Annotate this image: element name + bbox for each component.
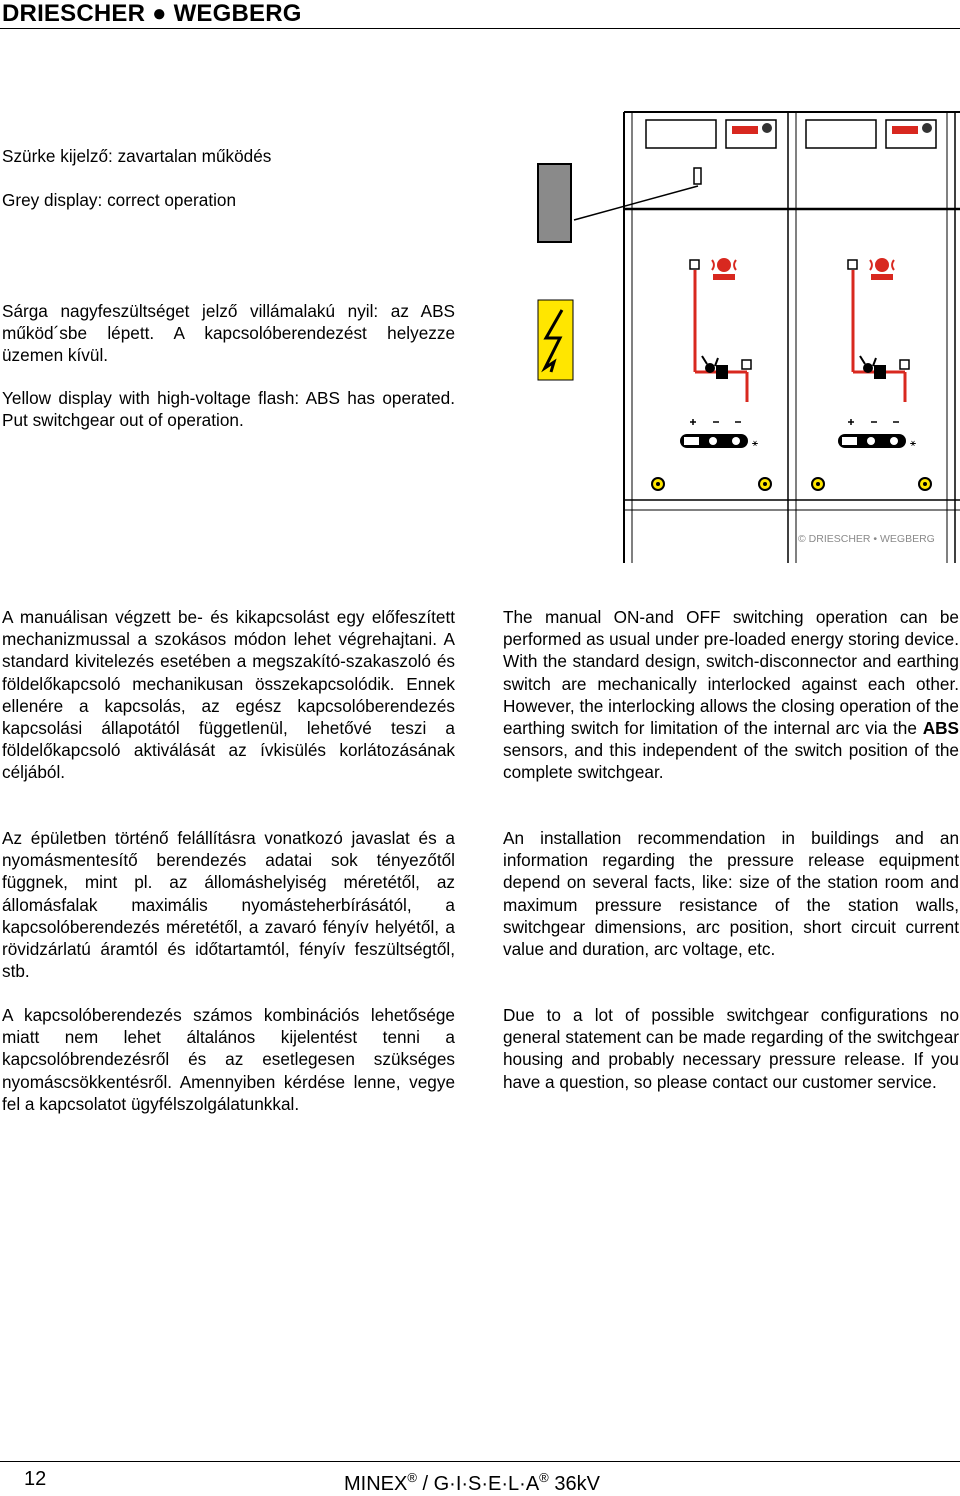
caption-yellow-en: Yellow display with high-voltage flash: ABS has operated. Put switchgear out of operation. [2, 388, 455, 431]
switchgear-figure [530, 110, 960, 565]
footer-rule [0, 1461, 960, 1462]
switch-square-icon [848, 260, 857, 269]
product-voltage: 36kV [548, 1473, 600, 1495]
caption-grey-hu: Szürke kijelző: zavartalan működés [2, 146, 272, 166]
earthing-symbols [690, 419, 741, 425]
abs-bold: ABS [922, 718, 959, 739]
product-gisela: / G·I·S·E·L·A [416, 1473, 540, 1495]
caption-yellow-hu: Sárga nagyfeszültséget jelző villámalakú nyil: az ABS működ´sbe lépett. A kapcsolóberendezést helyezze üzemen kívül. [2, 301, 455, 366]
indicator-lamps [652, 478, 931, 490]
rotary-switch-icon [717, 258, 731, 272]
right-paragraph-2: An installation recommendation in buildings and an information regarding the pressure release equipment depend on several facts, like: size of the station room and maximum pressure resistance of the station walls, switchgear dimensions, arc position, short circuit current value and duration, arc voltage, etc. [503, 828, 959, 960]
header-rule [0, 28, 960, 29]
page-header [0, 0, 960, 32]
figure-logo: © DRIESCHER • WEGBERG [798, 533, 935, 545]
page-number: 12 [24, 1468, 47, 1490]
display-window [806, 120, 876, 148]
registered-mark: ® [539, 1470, 549, 1485]
registered-mark: ® [407, 1470, 417, 1485]
svg-text:⚹: ⚹ [752, 438, 758, 449]
left-paragraph-2: Az épületben történő felállításra vonatkozó javaslat és a nyomásmentesítő berendezés adatai sok tényezőtől függnek, mint pl. az állomáshelyiség méretétől, az állomásfalak maximális nyomásteherbírásától, a kapcsolóberendezés méretétől, a zavaró fényív helyétől, a rövidzárlatú áramtól és időtartamtól, fényív feszültségtől, stb. [2, 828, 455, 982]
right-paragraph-1 [503, 606, 959, 784]
socket-icon [694, 168, 701, 184]
switch-square-icon [690, 260, 699, 269]
display-window [646, 120, 716, 148]
right-paragraph-3: Due to a lot of possible switchgear configurations no general statement can be made regarding of the switchgear housing and probably necessary pressure release. If you have a question, so please contact our customer service. [503, 1005, 959, 1092]
left-paragraph-1: A manuálisan végzett be- és kikapcsolást egy előfeszített mechanizmussal a szokásos módon lehet végrehajtani. A standard kivitelezés esetében a megszakító-szakaszoló és földelőkapcsoló mechanikusan összekapcsolódik. Ennek ellenére a kapcsolás, az egész kapcsolóberendezés kapcsolási állapotától függetlenül, lehetővé teszi a földelőkapcsoló aktiválását az ívkisülés korlátozásának céljából. [2, 607, 455, 783]
svg-text:⚹: ⚹ [910, 438, 916, 449]
knob-icon [922, 123, 932, 133]
feeder-right [838, 258, 916, 449]
red-indicator [732, 126, 758, 134]
red-indicator [892, 126, 918, 134]
brand-title: DRIESCHER ● WEGBERG [2, 0, 302, 27]
switch-square-icon [742, 360, 751, 369]
right-paragraph-1-text-a: The manual ON-and OFF switching operation can be performed as usual under pre-loaded energy storing device. With the standard design, switch-disconnector and earthing switch are mechanically interlocked against each other. However, the interlocking allows the closing operation of the earthing switch for limitation of the internal arc via the [503, 607, 959, 739]
high-voltage-flash-icon [538, 300, 573, 380]
grey-display [538, 164, 571, 242]
footer-product-title [344, 1466, 600, 1496]
panel-frame [624, 112, 960, 563]
earthing-symbols [848, 419, 899, 425]
right-paragraph-1-text-b: sensors, and this independent of the switch position of the complete switchgear. [503, 740, 959, 783]
pointer-line [574, 186, 698, 220]
product-minex: MINEX [344, 1473, 408, 1495]
switch-square-icon [900, 360, 909, 369]
caption-grey-en: Grey display: correct operation [2, 190, 237, 210]
rotary-switch-icon [875, 258, 889, 272]
knob-icon [762, 123, 772, 133]
left-paragraph-3: A kapcsolóberendezés számos kombinációs lehetősége miatt nem lehet általános kijelentést tenni a kapcsolóbrendezésről és az esetlegesen szükséges nyomáscsökkentésről. Amennyiben kérdése lenne, vegye fel a kapcsolatot ügyfélszolgálatunkkal. [2, 1005, 455, 1114]
feeder-left [680, 258, 758, 449]
